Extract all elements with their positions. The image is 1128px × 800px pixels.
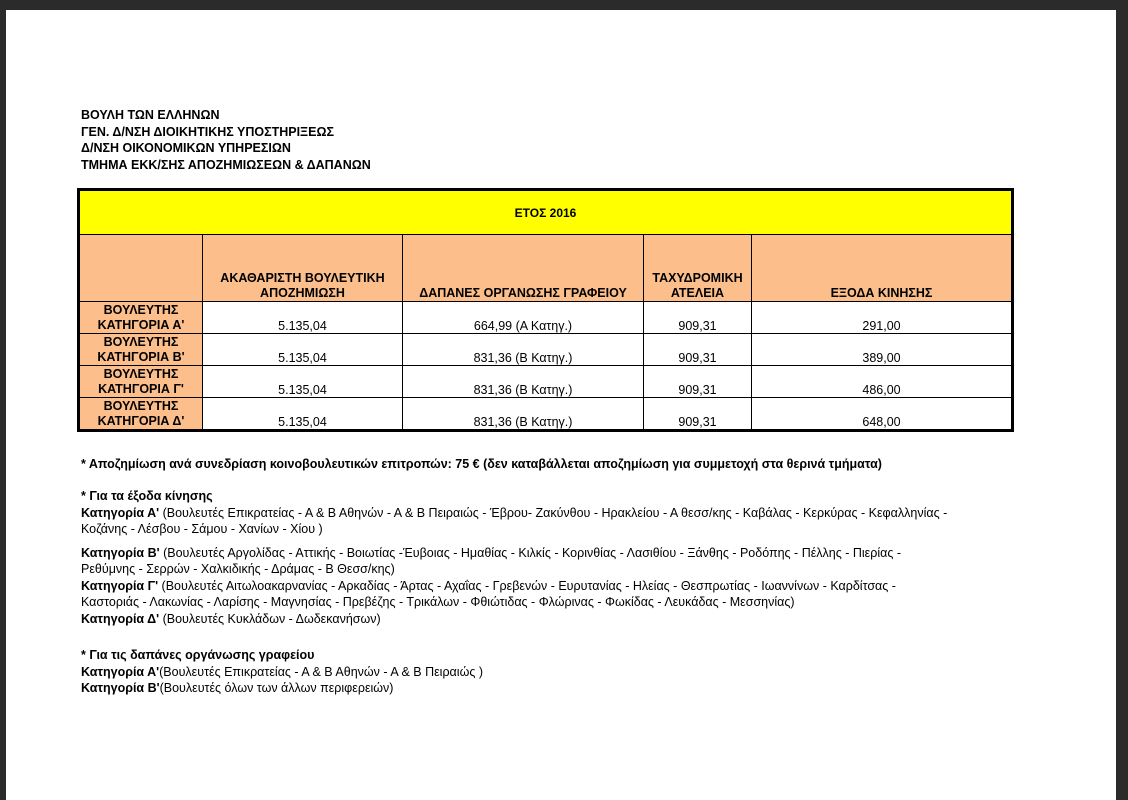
- year-header: ΕΤΟΣ 2016: [79, 190, 1013, 235]
- office-category-a: Κατηγορία Α'(Βουλευτές Επικρατείας - Α & Β Αθηνών - Α & Β Πειραιώς ): [81, 664, 483, 679]
- travel-category-c-cont: Καστοριάς - Λακωνίας - Λαρίσης - Μαγνησίας - Πρεβέζης - Τρικάλων - Φθιώτιδας - Φλώρινας - Φωκίδας - Λευκάδας - Μεσσηνίας): [81, 595, 795, 609]
- office-notes: [81, 647, 483, 697]
- category-cell: ΒΟΥΛΕΥΤΗΣ ΚΑΤΗΓΟΡΙΑ Α': [79, 302, 203, 334]
- office-notes-title: * Για τις δαπάνες οργάνωσης γραφείου: [81, 648, 315, 662]
- table-row: [79, 334, 1013, 366]
- column-header-office-expenses: ΔΑΠΑΝΕΣ ΟΡΓΑΝΩΣΗΣ ΓΡΑΦΕΙΟΥ: [403, 235, 644, 302]
- postal-cell: 909,31: [644, 302, 752, 334]
- travel-category-d: Κατηγορία Δ' (Βουλευτές Κυκλάδων - Δωδεκανήσων): [81, 611, 381, 626]
- postal-cell: 909,31: [644, 366, 752, 398]
- document-header: [81, 107, 371, 173]
- travel-category-b: Κατηγορία Β' (Βουλευτές Αργολίδας - Αττικής - Βοιωτίας -Έυβοιας - Ημαθίας - Κιλκίς - Κορινθίας - Λασιθίου - Ξάνθης - Ροδόπης - Πέλλης - Πιερίας -: [81, 545, 902, 560]
- compensation-cell: 5.135,04: [203, 334, 403, 366]
- column-header-travel: ΕΞΟΔΑ ΚΙΝΗΣΗΣ: [752, 235, 1013, 302]
- travel-category-a: Κατηγορία Α' (Βουλευτές Επικρατείας - Α & Β Αθηνών - Α & Β Πειραιώς - Έβρου- Ζακύνθου - Ηρακλείου - Α θεσσ/κης - Καβάλας - Κερκύρας - Κεφαλληνίας -: [81, 505, 948, 520]
- document-page: [6, 10, 1116, 800]
- travel-notes-title: * Για τα έξοδα κίνησης: [81, 489, 213, 503]
- travel-category-a-cont: Κοζάνης - Λέσβου - Σάμου - Χανίων - Χίου ): [81, 522, 323, 536]
- table-row: [79, 302, 1013, 334]
- column-header-empty: [79, 235, 203, 302]
- travel-cell: 648,00: [752, 398, 1013, 431]
- postal-cell: 909,31: [644, 334, 752, 366]
- header-line-1: ΒΟΥΛΗ ΤΩΝ ΕΛΛΗΝΩΝ: [81, 108, 220, 122]
- category-cell: ΒΟΥΛΕΥΤΗΣ ΚΑΤΗΓΟΡΙΑ Γ': [79, 366, 203, 398]
- office-cell: 831,36 (Β Κατηγ.): [403, 366, 644, 398]
- office-category-b: Κατηγορία Β'(Βουλευτές όλων των άλλων περιφερειών): [81, 681, 394, 695]
- table-row: [79, 398, 1013, 431]
- category-cell: ΒΟΥΛΕΥΤΗΣ ΚΑΤΗΓΟΡΙΑ Β': [79, 334, 203, 366]
- table-row: [79, 366, 1013, 398]
- office-cell: 831,36 (Β Κατηγ.): [403, 398, 644, 431]
- header-line-2: ΓΕΝ. Δ/ΝΣΗ ΔΙΟΙΚΗΤΙΚΗΣ ΥΠΟΣΤΗΡΙΞΕΩΣ: [81, 124, 334, 139]
- travel-category-c: Κατηγορία Γ' (Βουλευτές Αιτωλοακαρνανίας - Αρκαδίας - Άρτας - Αχαΐας - Γρεβενών - Ευρυτανίας - Ηλείας - Θεσπρωτίας - Ιωαννίνων - Καρδίτσας -: [81, 578, 896, 593]
- column-header-row: [79, 235, 1013, 302]
- travel-category-b-cont: Ρεθύμνης - Σερρών - Χαλκιδικής - Δράμας - Β Θεσσ/κης): [81, 562, 395, 576]
- category-cell: ΒΟΥΛΕΥΤΗΣ ΚΑΤΗΓΟΡΙΑ Δ': [79, 398, 203, 431]
- travel-cell: 486,00: [752, 366, 1013, 398]
- travel-cell: 389,00: [752, 334, 1013, 366]
- office-cell: 664,99 (Α Κατηγ.): [403, 302, 644, 334]
- compensation-table: [77, 188, 1014, 432]
- travel-cell: 291,00: [752, 302, 1013, 334]
- column-header-postal: ΤΑΧΥΔΡΟΜΙΚΗ ΑΤΕΛΕΙΑ: [644, 235, 752, 302]
- travel-notes: [81, 488, 947, 627]
- compensation-cell: 5.135,04: [203, 302, 403, 334]
- header-line-4: ΤΜΗΜΑ ΕΚΚ/ΣΗΣ ΑΠΟΖΗΜΙΩΣΕΩΝ & ΔΑΠΑΝΩΝ: [81, 157, 371, 172]
- office-cell: 831,36 (Β Κατηγ.): [403, 334, 644, 366]
- committee-note: * Αποζημίωση ανά συνεδρίαση κοινοβουλευτικών επιτροπών: 75 € (δεν καταβάλλεται αποζημίωση για συμμετοχή στα θερινά τμήματα): [81, 457, 882, 471]
- header-line-3: Δ/ΝΣΗ ΟΙΚΟΝΟΜΙΚΩΝ ΥΠΗΡΕΣΙΩΝ: [81, 141, 291, 155]
- compensation-cell: 5.135,04: [203, 398, 403, 431]
- compensation-cell: 5.135,04: [203, 366, 403, 398]
- column-header-compensation: ΑΚΑΘΑΡΙΣΤΗ ΒΟΥΛΕΥΤΙΚΗ ΑΠΟΖΗΜΙΩΣΗ: [203, 235, 403, 302]
- postal-cell: 909,31: [644, 398, 752, 431]
